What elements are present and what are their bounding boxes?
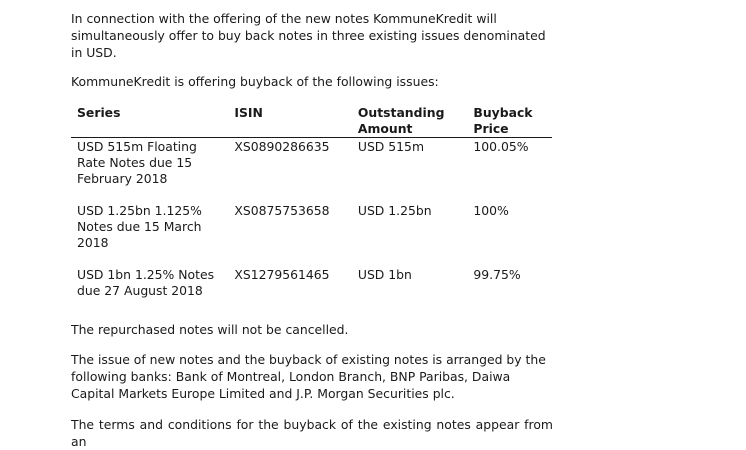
table-row bbox=[71, 251, 552, 299]
cell-series: USD 1bn 1.25% Notes due 27 August 2018 bbox=[77, 267, 215, 298]
cell-series: USD 1.25bn 1.125% Notes due 15 March 2018 bbox=[77, 203, 202, 250]
cancellation-note: The repurchased notes will not be cancelled. bbox=[71, 322, 349, 337]
cell-buyback-price: 100% bbox=[473, 203, 509, 218]
table-header-row bbox=[71, 102, 552, 138]
intro-paragraph: In connection with the offering of the new notes KommuneKredit will simultaneously offer to buy back notes in three existing issues denominated in USD. bbox=[71, 11, 546, 60]
column-header-series: Series bbox=[71, 102, 228, 138]
table-row bbox=[71, 187, 552, 251]
cell-isin: XS0875753658 bbox=[234, 203, 330, 218]
buyback-issues-table bbox=[71, 102, 552, 299]
terms-paragraph: The terms and conditions for the buyback of the existing notes appear from an bbox=[71, 417, 553, 449]
cell-buyback-price: 100.05% bbox=[473, 139, 529, 154]
column-header-isin: ISIN bbox=[228, 102, 352, 138]
cell-outstanding-amount: USD 1.25bn bbox=[357, 203, 432, 218]
cell-isin: XS1279561465 bbox=[234, 267, 330, 282]
table-row bbox=[71, 138, 552, 188]
column-header-outstanding-amount: Outstanding Amount bbox=[352, 102, 468, 138]
column-header-buyback-price: Buyback Price bbox=[467, 102, 552, 138]
arranging-banks-paragraph: The issue of new notes and the buyback of existing notes is arranged by the following banks: Bank of Montreal, London Branch, BNP Paribas, Daiwa Capital Markets Europe Limited and J.P. Morgan Securities plc. bbox=[71, 352, 546, 401]
cell-outstanding-amount: USD 515m bbox=[357, 139, 425, 154]
cell-series: USD 515m Floating Rate Notes due 15 February 2018 bbox=[77, 139, 197, 186]
cell-buyback-price: 99.75% bbox=[473, 267, 521, 282]
cell-isin: XS0890286635 bbox=[234, 139, 330, 154]
offer-heading: KommuneKredit is offering buyback of the following issues: bbox=[71, 74, 439, 89]
document-body bbox=[71, 10, 553, 450]
cell-outstanding-amount: USD 1bn bbox=[357, 267, 412, 282]
